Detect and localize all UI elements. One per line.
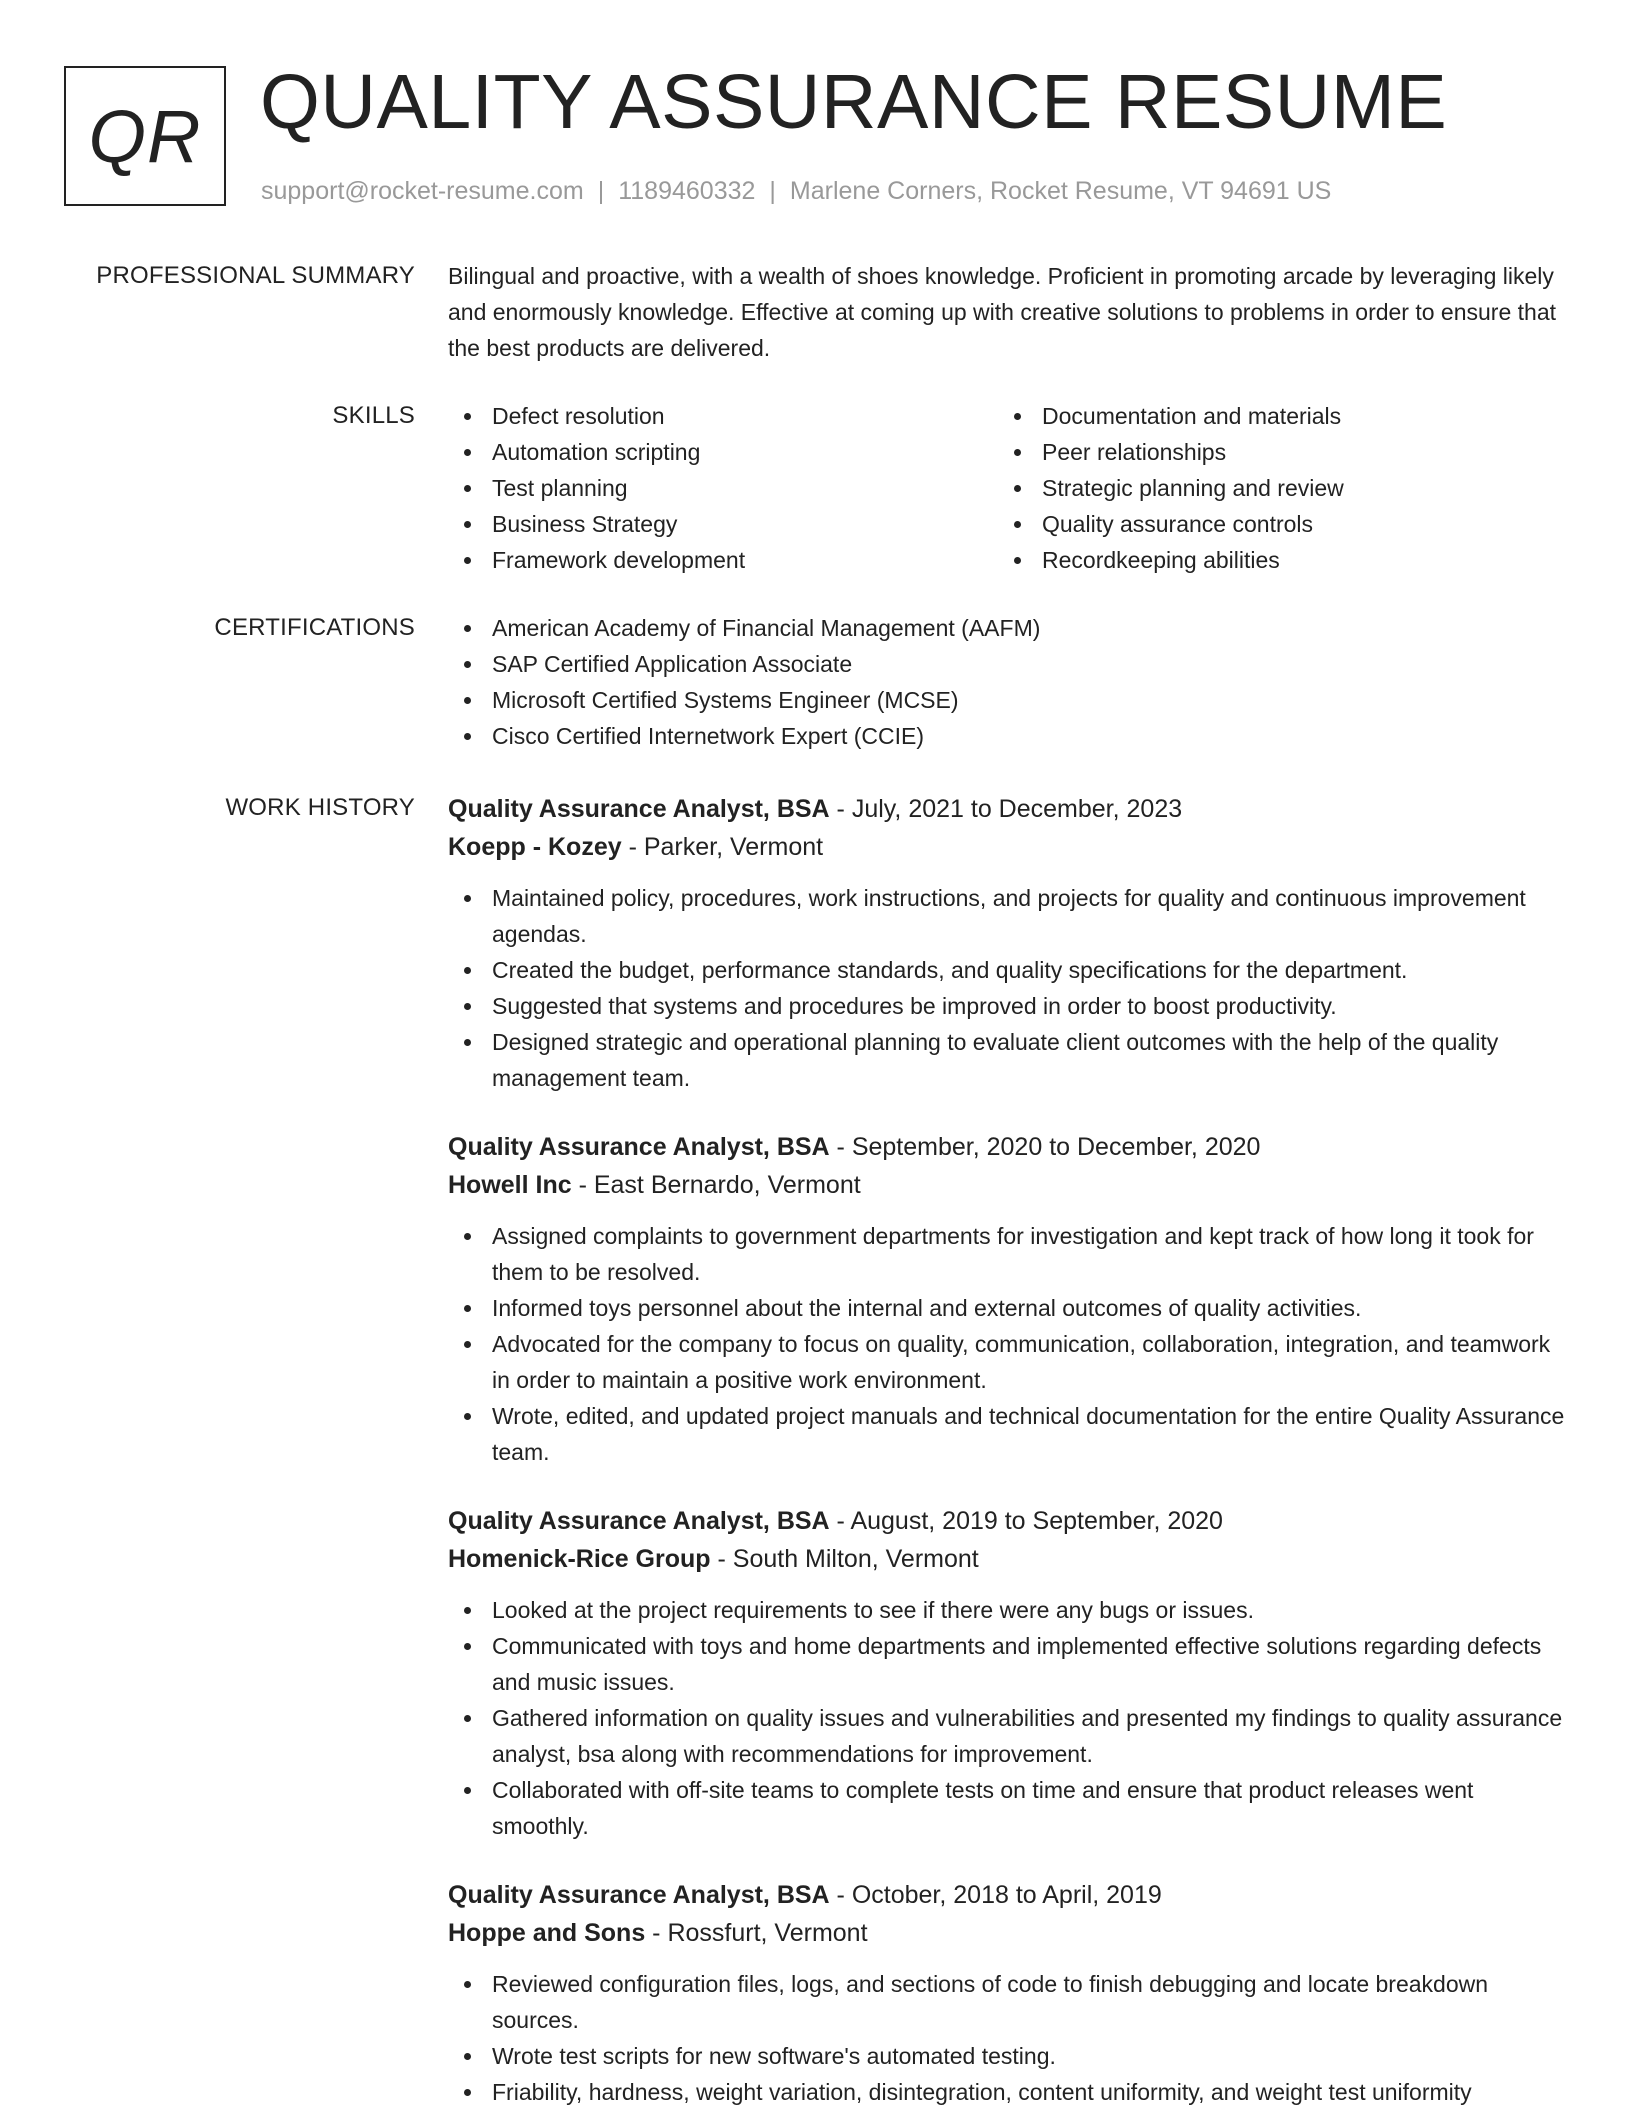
job-duty-item: [448, 2038, 1568, 2074]
job-company: Homenick-Rice Group: [448, 1545, 711, 1573]
bullet-dot: [1014, 449, 1021, 456]
job-title-line: [448, 1128, 1568, 1166]
job-duty-item: [448, 1966, 1568, 2038]
skill-item: [448, 434, 998, 470]
job-title: Quality Assurance Analyst, BSA: [448, 795, 830, 823]
skill-item: [998, 398, 1548, 434]
certification-item-text: American Academy of Financial Management (AAFM): [492, 615, 1041, 641]
job-duty-item-text: Maintained policy, procedures, work instructions, and projects for quality and continuous improvement agendas.: [492, 885, 1526, 947]
bullet-dot: [464, 895, 471, 902]
bullet-dot: [464, 1413, 471, 1420]
job-duties-list: [448, 880, 1568, 1096]
skills-body: [448, 398, 1568, 578]
job-duty-item-text: Collaborated with off-site teams to complete tests on time and ensure that product releases went smoothly.: [492, 1777, 1474, 1839]
summary-text: Bilingual and proactive, with a wealth of shoes knowledge. Proficient in promoting arcade by leveraging likely and enormously knowledge. Effective at coming up with creative solutions to problems in order to ensure that the best products are delivered.: [448, 263, 1557, 361]
skill-item-text: Peer relationships: [1042, 439, 1227, 465]
job-duty-item: [448, 1592, 1568, 1628]
contact-email: support@rocket-resume.com: [261, 177, 584, 205]
job-dates: - July, 2021 to December, 2023: [829, 795, 1183, 823]
skill-item-text: Defect resolution: [492, 403, 665, 429]
job-company-line: [448, 828, 1568, 866]
job-title: Quality Assurance Analyst, BSA: [448, 1881, 830, 1909]
skills-list-left: [448, 398, 998, 578]
job-duty-item-text: Suggested that systems and procedures be improved in order to boost productivity.: [492, 993, 1337, 1019]
bullet-dot: [464, 449, 471, 456]
skill-item: [998, 470, 1548, 506]
job-duties-list: [448, 1218, 1568, 1470]
skill-item-text: Strategic planning and review: [1042, 475, 1344, 501]
job-duties-list: [448, 1592, 1568, 1844]
job-duty-item: [448, 952, 1568, 988]
monogram-initials: QR: [88, 94, 202, 178]
work-history-body: [448, 790, 1568, 2112]
bullet-dot: [1014, 521, 1021, 528]
bullet-dot: [464, 1305, 471, 1312]
bullet-dot: [1014, 485, 1021, 492]
job-location: - East Bernardo, Vermont: [571, 1171, 861, 1199]
job-title-line: [448, 1502, 1568, 1540]
job-duty-item-text: Gathered information on quality issues and vulnerabilities and presented my findings to quality assurance analyst, bsa along with recommendations for improvement.: [492, 1705, 1563, 1767]
bullet-dot: [464, 1607, 471, 1614]
skill-item: [448, 398, 998, 434]
job-title-line: [448, 1876, 1568, 1914]
contact-line: [261, 174, 1331, 208]
job-title-line: [448, 790, 1568, 828]
job-location: - South Milton, Vermont: [710, 1545, 979, 1573]
bullet-dot: [1014, 413, 1021, 420]
contact-separator: |: [597, 177, 605, 205]
bullet-dot: [464, 1715, 471, 1722]
job-location: - Parker, Vermont: [621, 833, 824, 861]
bullet-dot: [464, 1981, 471, 1988]
section-label-skills: SKILLS: [332, 402, 415, 429]
section-label-summary: PROFESSIONAL SUMMARY: [96, 262, 415, 289]
job-duty-item-text: Looked at the project requirements to see if there were any bugs or issues.: [492, 1597, 1254, 1623]
certifications-body: [448, 610, 1568, 754]
job-location: - Rossfurt, Vermont: [645, 1919, 868, 1947]
resume-title: QUALITY ASSURANCE RESUME: [260, 59, 1448, 145]
certification-item-text: SAP Certified Application Associate: [492, 651, 853, 677]
summary-body: [448, 258, 1568, 366]
job-duty-item: [448, 1772, 1568, 1844]
bullet-dot: [464, 1233, 471, 1240]
job-company: Howell Inc: [448, 1171, 572, 1199]
bullet-dot: [464, 967, 471, 974]
bullet-dot: [464, 661, 471, 668]
section-label-certifications: CERTIFICATIONS: [214, 614, 415, 641]
bullet-dot: [464, 2053, 471, 2060]
job-duty-item-text: Assigned complaints to government departments for investigation and kept track of how long it took for them to be resolved.: [492, 1223, 1534, 1285]
job-title: Quality Assurance Analyst, BSA: [448, 1507, 830, 1535]
certifications-list: [448, 610, 1568, 754]
job-duty-item-text: Friability, hardness, weight variation, disintegration, content uniformity, and weight test uniformity: [492, 2079, 1472, 2105]
skill-item: [998, 542, 1548, 578]
certification-item: [448, 682, 1568, 718]
skill-item: [448, 470, 998, 506]
job-duty-item: [448, 1218, 1568, 1290]
job-company: Koepp - Kozey: [448, 833, 622, 861]
bullet-dot: [464, 1341, 471, 1348]
skill-item-text: Recordkeeping abilities: [1042, 547, 1280, 573]
skill-item-text: Business Strategy: [492, 511, 678, 537]
bullet-dot: [464, 485, 471, 492]
job-title: Quality Assurance Analyst, BSA: [448, 1133, 830, 1161]
job-company-line: [448, 1914, 1568, 1952]
job-duty-item: [448, 1326, 1568, 1398]
job-duty-item-text: Wrote, edited, and updated project manuals and technical documentation for the entire Quality Assurance team.: [492, 1403, 1565, 1465]
bullet-dot: [464, 413, 471, 420]
job-duty-item-text: Advocated for the company to focus on quality, communication, collaboration, integration, and teamwork in order to maintain a positive work environment.: [492, 1331, 1551, 1393]
section-label-work-history: WORK HISTORY: [225, 794, 415, 821]
skills-grid: [448, 398, 1568, 578]
contact-phone: 1189460332: [618, 177, 756, 205]
skill-item-text: Framework development: [492, 547, 746, 573]
job-entry: [448, 1128, 1568, 1470]
bullet-dot: [464, 1039, 471, 1046]
job-duty-item: [448, 880, 1568, 952]
job-duty-item-text: Reviewed configuration files, logs, and sections of code to finish debugging and locate breakdown sources.: [492, 1971, 1489, 2033]
bullet-dot: [464, 521, 471, 528]
skill-item: [448, 506, 998, 542]
contact-separator: |: [769, 177, 776, 205]
job-entry: [448, 1876, 1568, 2110]
job-duty-item: [448, 1290, 1568, 1326]
job-company-line: [448, 1166, 1568, 1204]
job-dates: - September, 2020 to December, 2020: [829, 1133, 1261, 1161]
job-duty-item-text: Designed strategic and operational planning to evaluate client outcomes with the help of the quality management team.: [492, 1029, 1499, 1091]
contact-address: Marlene Corners, Rocket Resume, VT 94691 US: [789, 177, 1332, 205]
job-dates: - August, 2019 to September, 2020: [829, 1507, 1223, 1535]
job-duty-item: [448, 1024, 1568, 1096]
certification-item: [448, 718, 1568, 754]
job-duty-item-text: Communicated with toys and home departments and implemented effective solutions regarding defects and music issues.: [492, 1633, 1542, 1695]
bullet-dot: [464, 733, 471, 740]
job-duty-item-text: Created the budget, performance standards, and quality specifications for the department.: [492, 957, 1408, 983]
job-duties-list: [448, 1966, 1568, 2110]
certification-item-text: Cisco Certified Internetwork Expert (CCIE): [492, 723, 925, 749]
job-entry: [448, 1502, 1568, 1844]
skills-list-right: [998, 398, 1548, 578]
skill-item-text: Automation scripting: [492, 439, 701, 465]
skill-item: [998, 434, 1548, 470]
skill-item-text: Documentation and materials: [1042, 403, 1342, 429]
job-company: Hoppe and Sons: [448, 1919, 646, 1947]
skill-item-text: Quality assurance controls: [1042, 511, 1314, 537]
bullet-dot: [464, 2089, 471, 2096]
bullet-dot: [1014, 557, 1021, 564]
job-duty-item-text: Informed toys personnel about the internal and external outcomes of quality activities.: [492, 1295, 1362, 1321]
bullet-dot: [464, 557, 471, 564]
certification-item-text: Microsoft Certified Systems Engineer (MCSE): [492, 687, 959, 713]
job-entry: [448, 790, 1568, 1096]
job-duty-item: [448, 1398, 1568, 1470]
monogram-box: [64, 66, 226, 206]
bullet-dot: [464, 1787, 471, 1794]
job-duty-item: [448, 1628, 1568, 1700]
job-duty-item: [448, 2074, 1568, 2110]
bullet-dot: [464, 625, 471, 632]
job-duty-item: [448, 988, 1568, 1024]
job-dates: - October, 2018 to April, 2019: [829, 1881, 1162, 1909]
job-duty-item: [448, 1700, 1568, 1772]
skill-item: [448, 542, 998, 578]
certification-item: [448, 610, 1568, 646]
bullet-dot: [464, 1003, 471, 1010]
job-company-line: [448, 1540, 1568, 1578]
bullet-dot: [464, 697, 471, 704]
certification-item: [448, 646, 1568, 682]
skill-item: [998, 506, 1548, 542]
bullet-dot: [464, 1643, 471, 1650]
job-duty-item-text: Wrote test scripts for new software's automated testing.: [492, 2043, 1056, 2069]
skill-item-text: Test planning: [492, 475, 628, 501]
